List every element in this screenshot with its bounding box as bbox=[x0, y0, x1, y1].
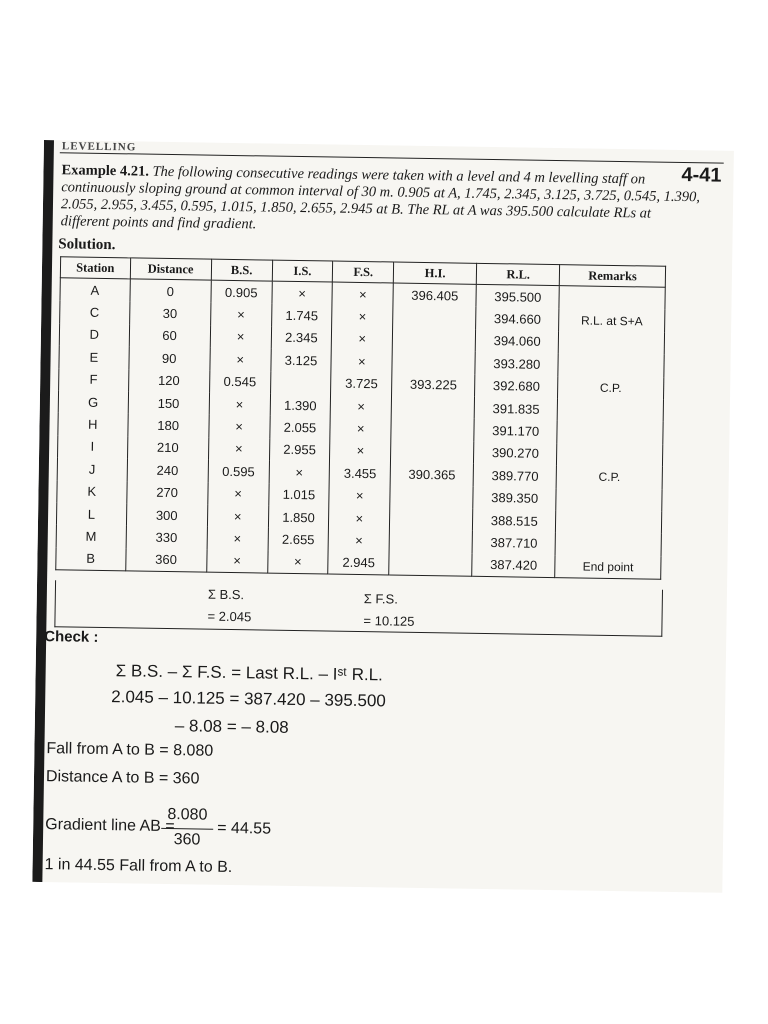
cell-fs: × bbox=[329, 484, 390, 507]
cell-hi: 396.405 bbox=[393, 283, 476, 307]
distance-statement: Distance A to B = 360 bbox=[45, 768, 200, 788]
cell-distance: 330 bbox=[126, 526, 208, 550]
cell-distance: 240 bbox=[127, 458, 209, 482]
cell-bs: × bbox=[206, 549, 267, 573]
cell-remarks bbox=[557, 398, 663, 422]
cell-station: C bbox=[60, 301, 130, 324]
cell-rl: 389.770 bbox=[473, 464, 556, 488]
cell-fs: 3.725 bbox=[331, 372, 392, 395]
sum-fs-label: Σ F.S. bbox=[363, 591, 398, 607]
cell-is: 1.390 bbox=[270, 394, 331, 417]
cell-distance: 360 bbox=[125, 548, 207, 572]
cell-hi bbox=[390, 507, 473, 531]
gradient-result: = 44.55 bbox=[217, 819, 272, 838]
cell-rl: 391.170 bbox=[474, 419, 557, 443]
cell-bs: × bbox=[210, 303, 271, 326]
cell-hi: 390.365 bbox=[390, 463, 473, 487]
cell-fs: 2.945 bbox=[328, 551, 389, 575]
problem-statement bbox=[61, 162, 702, 240]
cell-rl: 387.420 bbox=[472, 553, 555, 577]
cell-fs: × bbox=[331, 394, 392, 417]
cell-fs: × bbox=[332, 327, 393, 350]
gradient-label: Gradient line AB = bbox=[45, 816, 175, 836]
column-header-rl: R.L. bbox=[477, 263, 560, 285]
cell-bs: 0.545 bbox=[209, 370, 270, 393]
cell-bs: × bbox=[210, 325, 271, 348]
gradient-numerator: 8.080 bbox=[167, 806, 208, 824]
cell-rl: 394.660 bbox=[476, 307, 559, 331]
cell-distance: 30 bbox=[129, 302, 211, 326]
column-header-distance: Distance bbox=[130, 258, 212, 280]
cell-remarks: C.P. bbox=[556, 465, 662, 489]
cell-remarks bbox=[559, 286, 665, 311]
cell-is: 1.745 bbox=[271, 304, 332, 327]
cell-station: K bbox=[57, 480, 127, 503]
column-header-bs: B.S. bbox=[211, 259, 272, 281]
cell-bs: × bbox=[207, 505, 268, 528]
cell-distance: 270 bbox=[126, 481, 208, 505]
book-page bbox=[32, 140, 734, 893]
cell-bs: × bbox=[210, 348, 271, 371]
cell-hi bbox=[390, 485, 473, 509]
check-label: Check : bbox=[44, 628, 99, 646]
cell-remarks bbox=[556, 510, 662, 534]
cell-distance: 210 bbox=[127, 436, 209, 460]
cell-remarks bbox=[555, 532, 661, 556]
cell-rl: 387.710 bbox=[472, 531, 555, 555]
cell-remarks: R.L. at S+A bbox=[559, 309, 665, 333]
check-equation-2: 2.045 – 10.125 = 387.420 – 395.500 bbox=[111, 687, 387, 711]
column-header-hi: H.I. bbox=[393, 262, 476, 284]
cell-rl: 389.350 bbox=[473, 486, 556, 510]
cell-remarks: End point bbox=[555, 555, 661, 580]
cell-fs: × bbox=[330, 439, 391, 462]
sum-fs-value: = 10.125 bbox=[363, 613, 415, 629]
cell-remarks: C.P. bbox=[558, 376, 664, 400]
cell-is: 3.125 bbox=[270, 349, 331, 372]
cell-fs: × bbox=[330, 417, 391, 440]
cell-station: L bbox=[56, 502, 126, 525]
cell-is: × bbox=[272, 281, 333, 305]
cell-is: 1.850 bbox=[268, 505, 329, 528]
cell-fs: × bbox=[332, 305, 393, 328]
cell-station: B bbox=[56, 547, 126, 571]
cell-distance: 300 bbox=[126, 503, 208, 527]
cell-hi bbox=[393, 306, 476, 330]
cell-hi: 393.225 bbox=[392, 373, 475, 397]
cell-rl: 394.060 bbox=[475, 330, 558, 354]
cell-distance: 150 bbox=[128, 391, 210, 415]
cell-is: × bbox=[269, 461, 330, 484]
sum-bs-label: Σ B.S. bbox=[207, 586, 245, 603]
gradient-denominator: 360 bbox=[173, 831, 201, 849]
cell-station: H bbox=[58, 413, 128, 436]
cell-rl: 392.680 bbox=[475, 374, 558, 398]
cell-remarks bbox=[557, 443, 663, 467]
cell-hi bbox=[389, 530, 472, 554]
example-label: Example 4.21. bbox=[61, 162, 150, 180]
problem-text: The following consecutive readings were taken with a level and 4 m levelling staff on continuously sloping ground at common interval of 30 m. 0.905 at A, 1.745, 2.345, 3.125, 3.725, 0.545, 1.390, 2.055, 2.955, 3.455, 0.595, 1.015, 1.850, 2.655, 2.945 at B. The RL at A was 395.500 calculate RLs at different points and find gradient. bbox=[60, 163, 701, 233]
cell-bs: × bbox=[209, 415, 270, 438]
cell-is: × bbox=[267, 550, 328, 574]
cell-is: 2.345 bbox=[271, 326, 332, 349]
cell-distance: 180 bbox=[127, 414, 209, 438]
cell-bs: × bbox=[209, 393, 270, 416]
cell-station: G bbox=[58, 390, 128, 413]
column-header-station: Station bbox=[60, 257, 130, 279]
cell-remarks bbox=[556, 488, 662, 512]
cell-bs: 0.595 bbox=[208, 460, 269, 483]
solution-label: Solution. bbox=[58, 236, 116, 254]
cell-hi bbox=[391, 395, 474, 419]
cell-remarks bbox=[557, 420, 663, 444]
cell-distance: 120 bbox=[128, 369, 210, 393]
cell-distance: 90 bbox=[128, 347, 210, 371]
cell-hi bbox=[392, 351, 475, 375]
cell-station: A bbox=[60, 278, 130, 302]
cell-remarks bbox=[558, 353, 664, 377]
cell-is: 2.955 bbox=[269, 438, 330, 461]
cell-is: 2.655 bbox=[268, 528, 329, 551]
cell-fs: × bbox=[328, 529, 389, 552]
column-header-remarks: Remarks bbox=[560, 265, 666, 288]
running-head: LEVELLING bbox=[61, 140, 137, 154]
cell-bs: × bbox=[207, 527, 268, 550]
cell-fs: × bbox=[332, 282, 393, 306]
cell-is: 2.055 bbox=[269, 416, 330, 439]
cell-fs: × bbox=[329, 506, 390, 529]
cell-station: E bbox=[59, 345, 129, 368]
cell-rl: 391.835 bbox=[474, 397, 557, 421]
cell-bs: 0.905 bbox=[211, 280, 272, 304]
column-header-is: I.S. bbox=[272, 260, 333, 282]
levelling-table bbox=[55, 256, 666, 580]
check-equation-1: Σ B.S. – Σ F.S. = Last R.L. – Iˢᵗ R.L. bbox=[115, 661, 384, 685]
cell-bs: × bbox=[208, 437, 269, 460]
table-body bbox=[56, 278, 666, 580]
cell-is bbox=[270, 371, 331, 394]
cell-distance: 0 bbox=[129, 279, 211, 303]
cell-distance: 60 bbox=[129, 324, 211, 348]
cell-rl: 390.270 bbox=[474, 442, 557, 466]
cell-remarks bbox=[558, 331, 664, 355]
cell-rl: 388.515 bbox=[473, 509, 556, 533]
sum-bs-value: = 2.045 bbox=[207, 608, 252, 625]
cell-station: F bbox=[59, 368, 129, 391]
column-header-fs: F.S. bbox=[333, 261, 394, 283]
check-equation-3: – 8.08 = – 8.08 bbox=[174, 716, 289, 737]
cell-bs: × bbox=[208, 482, 269, 505]
sum-row bbox=[54, 580, 663, 637]
cell-rl: 393.280 bbox=[475, 352, 558, 376]
cell-hi bbox=[392, 328, 475, 352]
cell-hi bbox=[391, 440, 474, 464]
cell-fs: 3.455 bbox=[330, 462, 391, 485]
gradient-conclusion: 1 in 44.55 Fall from A to B. bbox=[44, 856, 233, 877]
cell-station: I bbox=[58, 435, 128, 458]
cell-rl: 395.500 bbox=[476, 284, 559, 308]
cell-is: 1.015 bbox=[268, 483, 329, 506]
header-rule bbox=[60, 152, 724, 163]
page-number: 4-41 bbox=[681, 164, 722, 187]
cell-station: J bbox=[57, 457, 127, 480]
cell-hi bbox=[389, 552, 472, 576]
cell-station: M bbox=[56, 525, 126, 548]
fall-statement: Fall from A to B = 8.080 bbox=[46, 740, 214, 760]
cell-hi bbox=[391, 418, 474, 442]
cell-station: D bbox=[59, 323, 129, 346]
cell-fs: × bbox=[331, 350, 392, 373]
